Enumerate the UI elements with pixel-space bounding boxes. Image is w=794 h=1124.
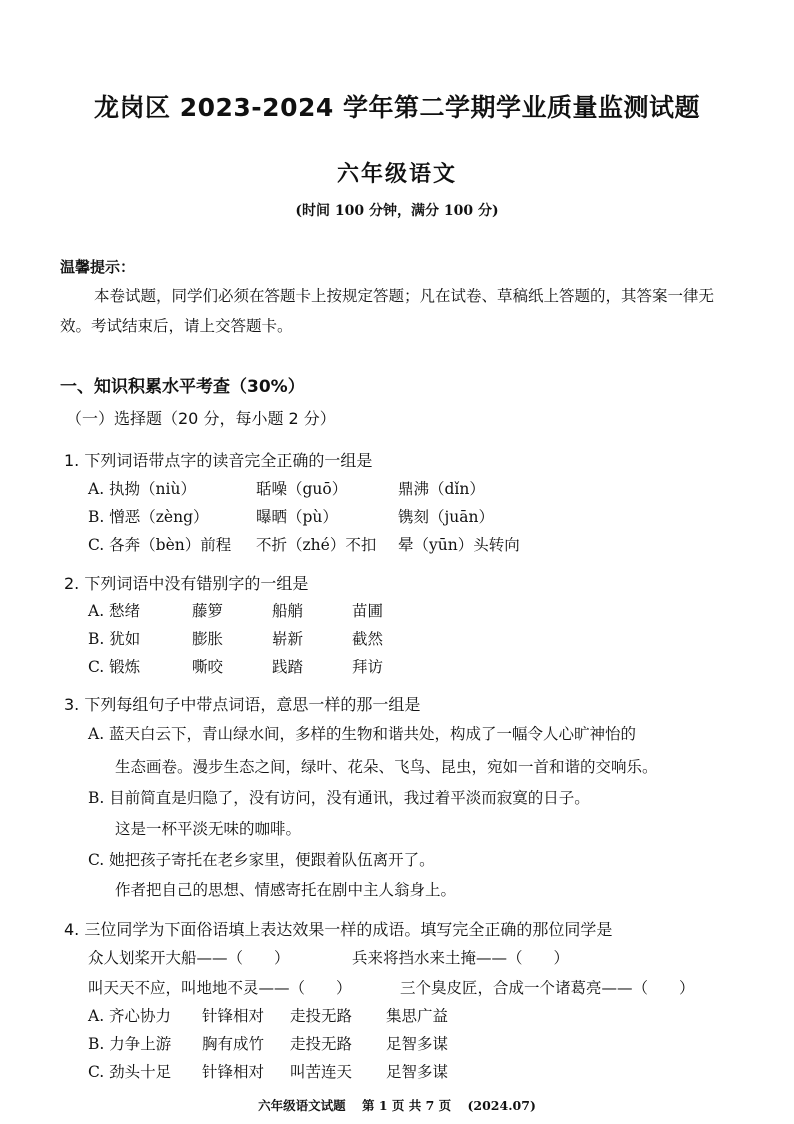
page-footer — [0, 1096, 794, 1114]
tips-label: 温馨提示： — [60, 258, 136, 276]
q2-c-4: 拜访 — [352, 658, 384, 676]
footer-page-number: 第 1 页 共 7 页 — [361, 1098, 452, 1113]
q1-a-3: 鼎沸（dǐn） — [398, 480, 485, 498]
q2-a-2: 藤箩 — [192, 602, 224, 620]
q2-b-4: 截然 — [352, 630, 384, 648]
q3-stem: 3. 下列每组句子中带点词语，意思一样的那一组是 — [64, 695, 421, 714]
footer-date: (2024.07) — [467, 1098, 536, 1113]
q2-a-3: 船艄 — [272, 602, 304, 620]
q2-c-3: 践踏 — [272, 658, 304, 676]
q2-b-1: B. 犹如 — [88, 630, 141, 648]
q4-c-1: C. 劲头十足 — [88, 1063, 172, 1081]
q4-a-3: 走投无路 — [290, 1007, 353, 1025]
q2-b-2: 膨胀 — [192, 630, 224, 648]
q1-b-3: 镌刻（juān） — [398, 508, 495, 526]
q3-b-line2: 这是一杯平淡无味的咖啡。 — [115, 820, 302, 838]
q3-a-line1: A. 蓝天白云下，青山绿水间，多样的生物和谐共处，构成了一幅令人心旷神怡的 — [88, 725, 637, 743]
q2-a-4: 苗圃 — [352, 602, 384, 620]
q1-c-1: C. 各奔（bèn）前程 — [88, 536, 232, 554]
q4-proverb-2: 兵来将挡水来土掩——（ ） — [352, 949, 570, 967]
subsection-1-heading: （一）选择题（20 分，每小题 2 分） — [66, 409, 336, 428]
q4-c-2: 针锋相对 — [202, 1063, 265, 1081]
q4-c-4: 足智多谋 — [386, 1063, 449, 1081]
q4-proverb-3: 叫天天不应，叫地地不灵——（ ） — [88, 979, 352, 997]
section-1-heading: 一、知识积累水平考查（30%） — [60, 377, 305, 397]
q1-c-3: 晕（yūn）头转向 — [398, 536, 520, 554]
q4-a-4: 集思广益 — [386, 1007, 449, 1025]
q3-c-line2: 作者把自己的思想、情感寄托在剧中主人翁身上。 — [115, 881, 457, 899]
time-info: (时间 100 分钟，满分 100 分) — [295, 203, 499, 219]
q2-c-2: 嘶咬 — [192, 658, 224, 676]
q4-c-3: 叫苦连天 — [290, 1063, 353, 1081]
q1-a-1: A. 执拗（niù） — [88, 480, 196, 498]
q2-stem: 2. 下列词语中没有错别字的一组是 — [64, 574, 309, 593]
q4-b-2: 胸有成竹 — [202, 1035, 265, 1053]
q2-b-3: 崭新 — [272, 630, 304, 648]
q3-a-line2: 生态画卷。漫步生态之间，绿叶、花朵、飞鸟、昆虫，宛如一首和谐的交响乐。 — [115, 758, 658, 776]
q1-a-2: 聒噪（guō） — [256, 480, 348, 498]
q4-b-4: 足智多谋 — [386, 1035, 449, 1053]
q4-proverb-4: 三个臭皮匠，合成一个诸葛亮——（ ） — [400, 979, 695, 997]
q2-a-1: A. 愁绪 — [88, 602, 141, 620]
q4-b-1: B. 力争上游 — [88, 1035, 172, 1053]
q3-b-line1: B. 目前简直是归隐了，没有访问，没有通讯，我过着平淡而寂寞的日子。 — [88, 789, 590, 807]
q1-b-1: B. 憎恶（zèng） — [88, 508, 209, 526]
exam-subtitle: 六年级语文 — [336, 161, 457, 187]
tips-text: 本卷试题，同学们必须在答题卡上按规定答题；凡在试卷、草稿纸上答题的，其答案一律无效。考试结束后，请上交答题卡。 — [60, 287, 715, 335]
q4-a-2: 针锋相对 — [202, 1007, 265, 1025]
q4-b-3: 走投无路 — [290, 1035, 353, 1053]
q1-stem: 1. 下列词语带点字的读音完全正确的一组是 — [64, 451, 373, 470]
footer-subject: 六年级语文试题 — [258, 1098, 346, 1113]
q4-stem: 4. 三位同学为下面俗语填上表达效果一样的成语。填写完全正确的那位同学是 — [64, 920, 613, 939]
q3-c-line1: C. 她把孩子寄托在老乡家里，便跟着队伍离开了。 — [88, 851, 435, 869]
q2-c-1: C. 锻炼 — [88, 658, 141, 676]
q4-proverb-1: 众人划桨开大船——（ ） — [88, 949, 290, 967]
q1-b-2: 曝晒（pù） — [256, 508, 338, 526]
exam-title: 龙岗区 2023-2024 学年第二学期学业质量监测试题 — [94, 93, 700, 122]
q1-c-2: 不折（zhé）不扣 — [256, 536, 377, 554]
q4-a-1: A. 齐心协力 — [88, 1007, 172, 1025]
